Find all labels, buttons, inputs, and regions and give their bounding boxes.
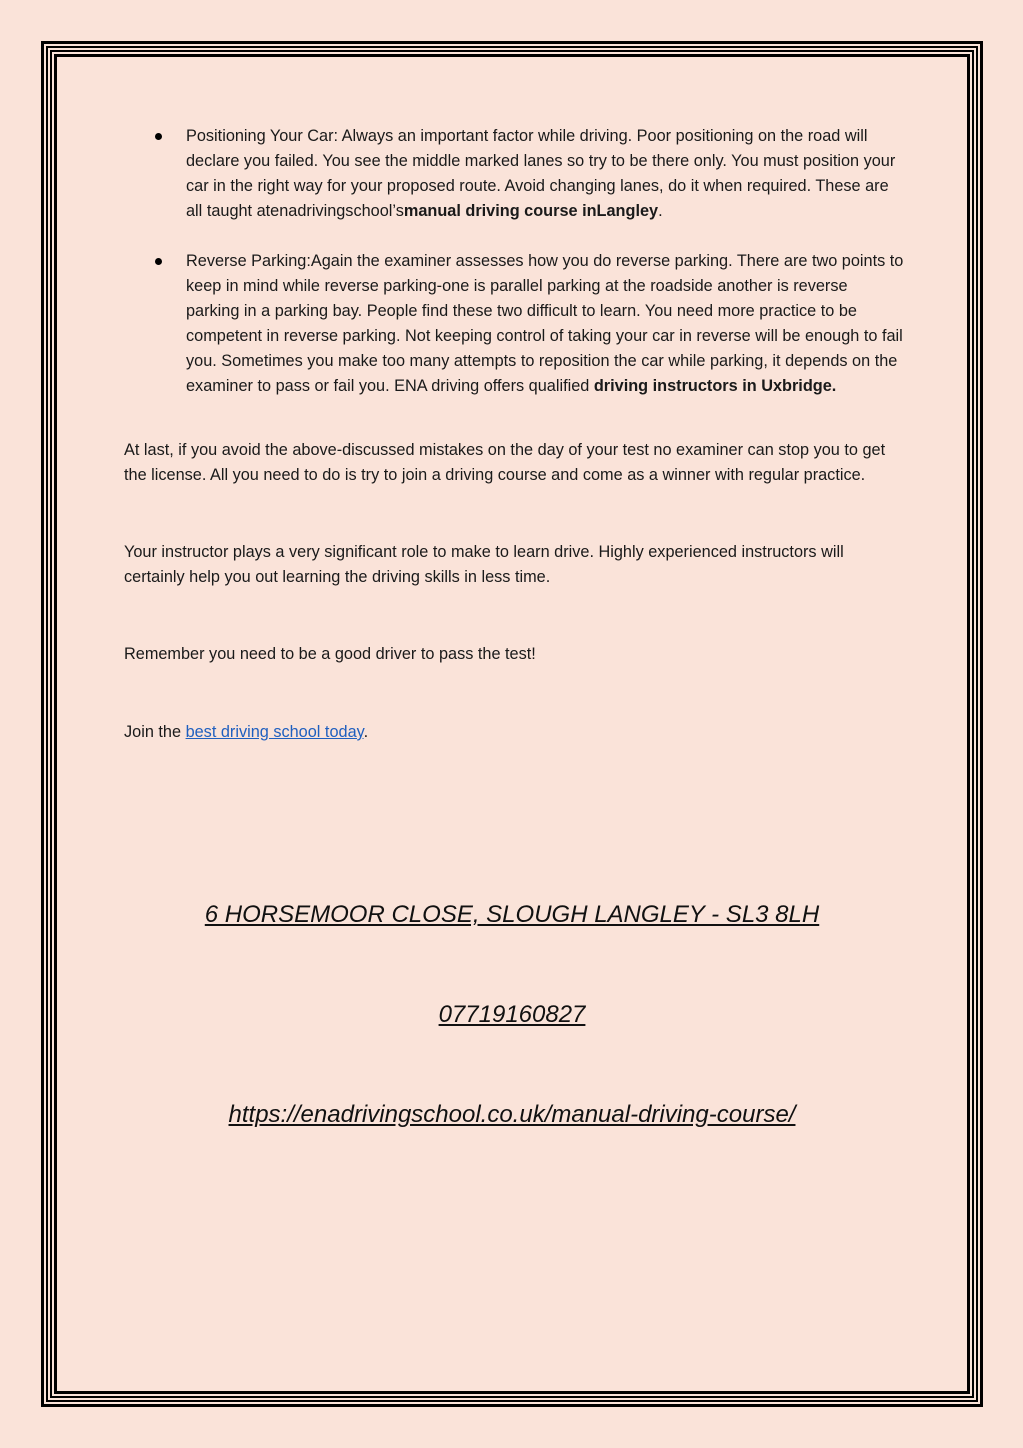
bullet-list [124,124,904,399]
bullet-text-end: . [658,202,663,220]
contact-address: 6 HORSEMOOR CLOSE, SLOUGH LANGLEY - SL3 8LH [204,901,820,928]
contact-phone: 07719160827 [438,1001,586,1028]
contact-url-link[interactable]: https://enadrivingschool.co.uk/manual-driving-course/ [228,1101,796,1128]
paragraph-at-last: At last, if you avoid the above-discussed mistakes on the day of your test no examiner can stop you to get the license. All you need to do is try to join a driving course and come as a winner with regular practice. [124,441,886,484]
bullet-icon [155,133,162,140]
bullet-icon [155,258,162,265]
document-body [124,124,904,745]
bullet-bold-text: driving instructors in Uxbridge. [593,377,837,395]
bullet-bold-text: manual driving course inLangley [403,202,659,220]
bullet-text: Reverse Parking:Again the examiner assesses how you do reverse parking. There are two points to keep in mind while reverse parking-one is parallel parking at the roadside another is reverse parking in a parking bay. People find these two difficult to learn. You need more practice to be competent in reverse parking. Not keeping control of taking your car in reverse will be enough to fail you. Sometimes you make too many attempts to reposition the car while parking, it depends on the examiner to pass or fail you. ENA driving offers qualified [186,252,904,395]
paragraph-instructor: Your instructor plays a very significant role to make to learn drive. Highly experienced instructors will certainly help you out learning the driving skills in less time. [124,543,844,586]
paragraph-join [124,720,904,745]
best-driving-school-link[interactable]: best driving school today [185,723,364,741]
paragraph-remember: Remember you need to be a good driver to pass the test! [124,645,536,663]
bullet-item-positioning [124,124,904,224]
join-prefix: Join the [124,723,186,741]
bullet-text: Positioning Your Car: Always an important factor while driving. Poor positioning on the road will declare you failed. You see the middle marked lanes so try to be there only. You must position your car in the right way for your proposed route. Avoid changing lanes, do it when required. These are all taught atenadrivingschool’s [186,127,896,220]
join-suffix: . [363,723,369,741]
bullet-item-reverse-parking [124,249,904,399]
